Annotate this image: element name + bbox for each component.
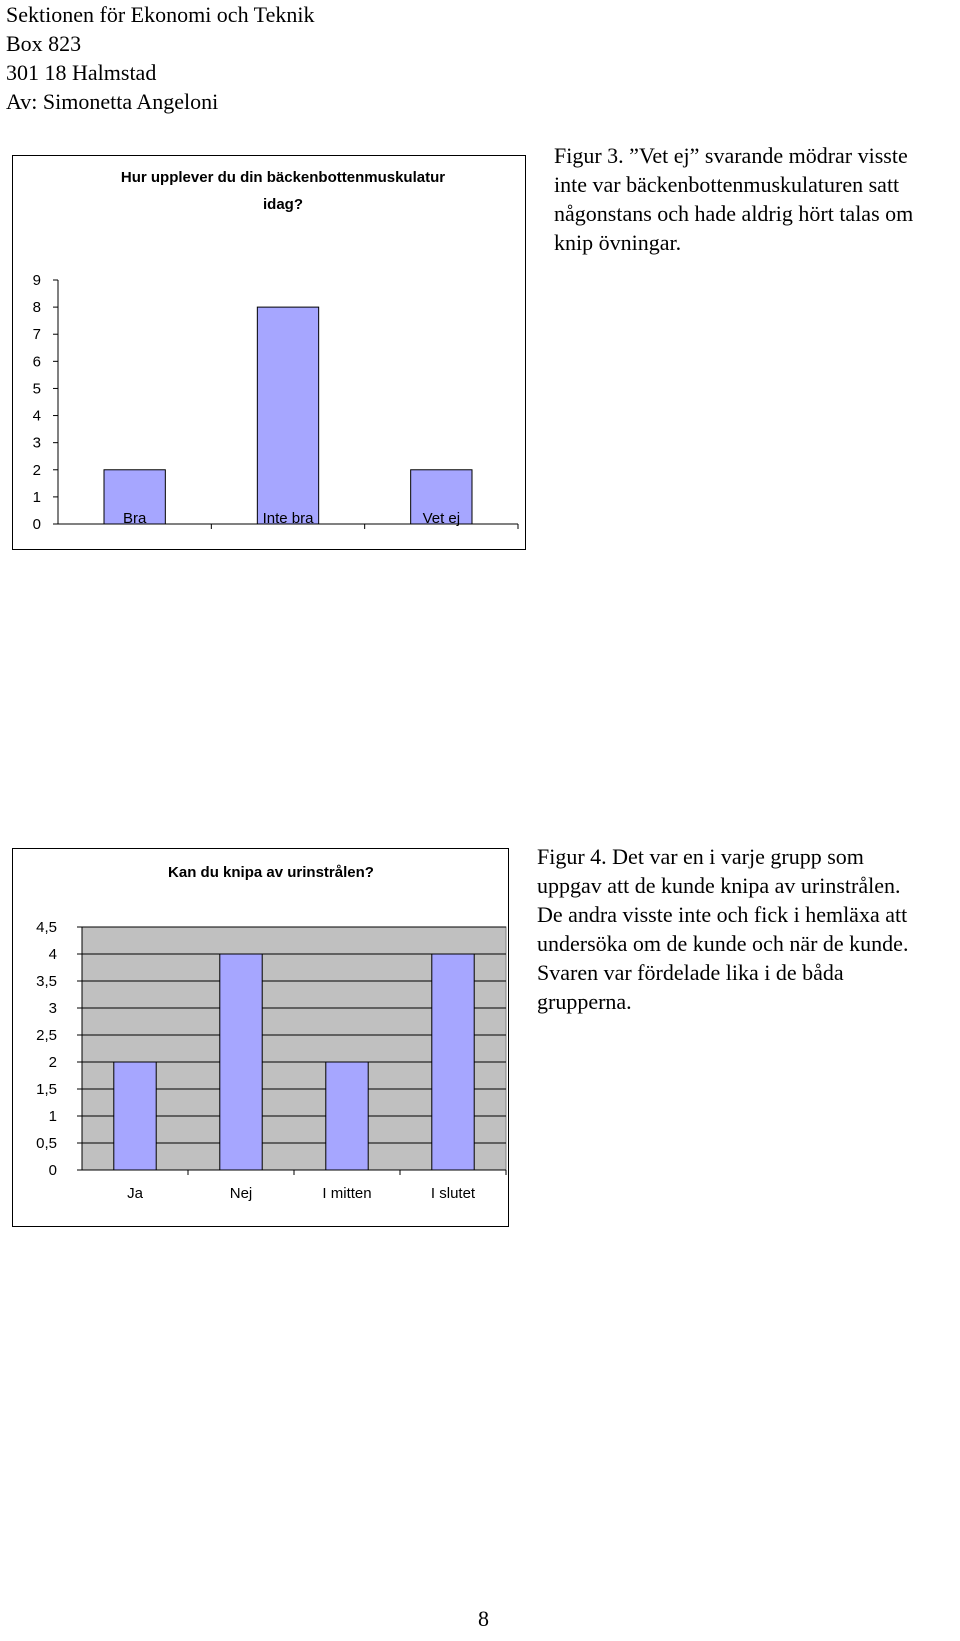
- page-number: 8: [478, 1606, 489, 1631]
- chart2-y-tick-label: 4: [48, 946, 57, 963]
- chart1-title: Hur upplever du din bäckenbottenmuskulatur: [120, 169, 446, 186]
- chart2-x-tick-label: Nej: [229, 1185, 253, 1202]
- chart2-bar: [220, 954, 262, 1170]
- chart2-y-tick-label: 4,5: [36, 919, 57, 936]
- chart2-y-tick-label: 3: [48, 1000, 57, 1017]
- chart1-y-tick-label: 4: [32, 407, 41, 425]
- chart-figure3-svg: [13, 156, 525, 549]
- header-line-author: Av: Simonetta Angeloni: [6, 89, 219, 114]
- caption-figure3: Figur 3. ”Vet ej” svarande mödrar visste inte var bäckenbottenmuskulaturen satt någonstans och hade aldrig hört talas om knip övningar.: [554, 143, 914, 255]
- chart1-y-tick-label: 8: [32, 299, 41, 317]
- chart1-x-tick-label: Inte bra: [262, 510, 314, 527]
- header-line-department: Sektionen för Ekonomi och Teknik: [6, 2, 315, 27]
- chart2-bar: [326, 1062, 368, 1170]
- chart1-bar: [257, 307, 318, 524]
- chart1-y-tick-label: 1: [32, 488, 41, 506]
- header-line-box: Box 823: [6, 31, 82, 56]
- chart1-y-tick-label: 5: [32, 380, 41, 398]
- chart2-x-tick-label: Ja: [127, 1185, 143, 1202]
- chart1-y-tick-label: 2: [32, 461, 41, 479]
- caption-figure4: Figur 4. Det var en i varje grupp som uppgav att de kunde knipa av urinstrålen. De andra visste inte och fick i hemläxa att undersöka om de kunde och när de kunde. Svaren var fördelade lika i de båda grupperna.: [537, 844, 909, 1014]
- chart-figure3: [12, 155, 526, 550]
- chart2-y-tick-label: 3,5: [36, 973, 57, 990]
- chart2-y-tick-label: 0: [48, 1162, 57, 1179]
- chart1-y-tick-label: 7: [32, 326, 41, 344]
- chart2-bar: [432, 954, 474, 1170]
- chart1-y-tick-label: 6: [32, 353, 41, 371]
- chart2-y-tick-label: 1,5: [36, 1081, 57, 1098]
- chart2-x-tick-label: I mitten: [322, 1185, 372, 1202]
- chart2-y-tick-label: 0,5: [36, 1135, 57, 1152]
- chart1-y-tick-label: 3: [32, 434, 41, 452]
- header-line-postal: 301 18 Halmstad: [6, 60, 157, 85]
- chart2-y-tick-label: 2,5: [36, 1027, 57, 1044]
- chart1-title: idag?: [263, 196, 303, 213]
- chart2-title: Kan du knipa av urinstrålen?: [168, 864, 374, 881]
- chart1-x-tick-label: Vet ej: [422, 510, 461, 527]
- chart2-bar: [114, 1062, 156, 1170]
- chart1-y-tick-label: 0: [32, 516, 41, 533]
- chart1-x-tick-label: Bra: [122, 510, 147, 527]
- chart1-y-tick-label: 9: [32, 272, 41, 289]
- chart2-y-tick-label: 2: [48, 1054, 57, 1071]
- chart-figure4-svg: [13, 849, 508, 1226]
- document-header: [6, 0, 314, 116]
- chart2-y-tick-label: 1: [48, 1108, 57, 1125]
- chart-figure4: [12, 848, 509, 1227]
- chart2-x-tick-label: I slutet: [430, 1185, 476, 1202]
